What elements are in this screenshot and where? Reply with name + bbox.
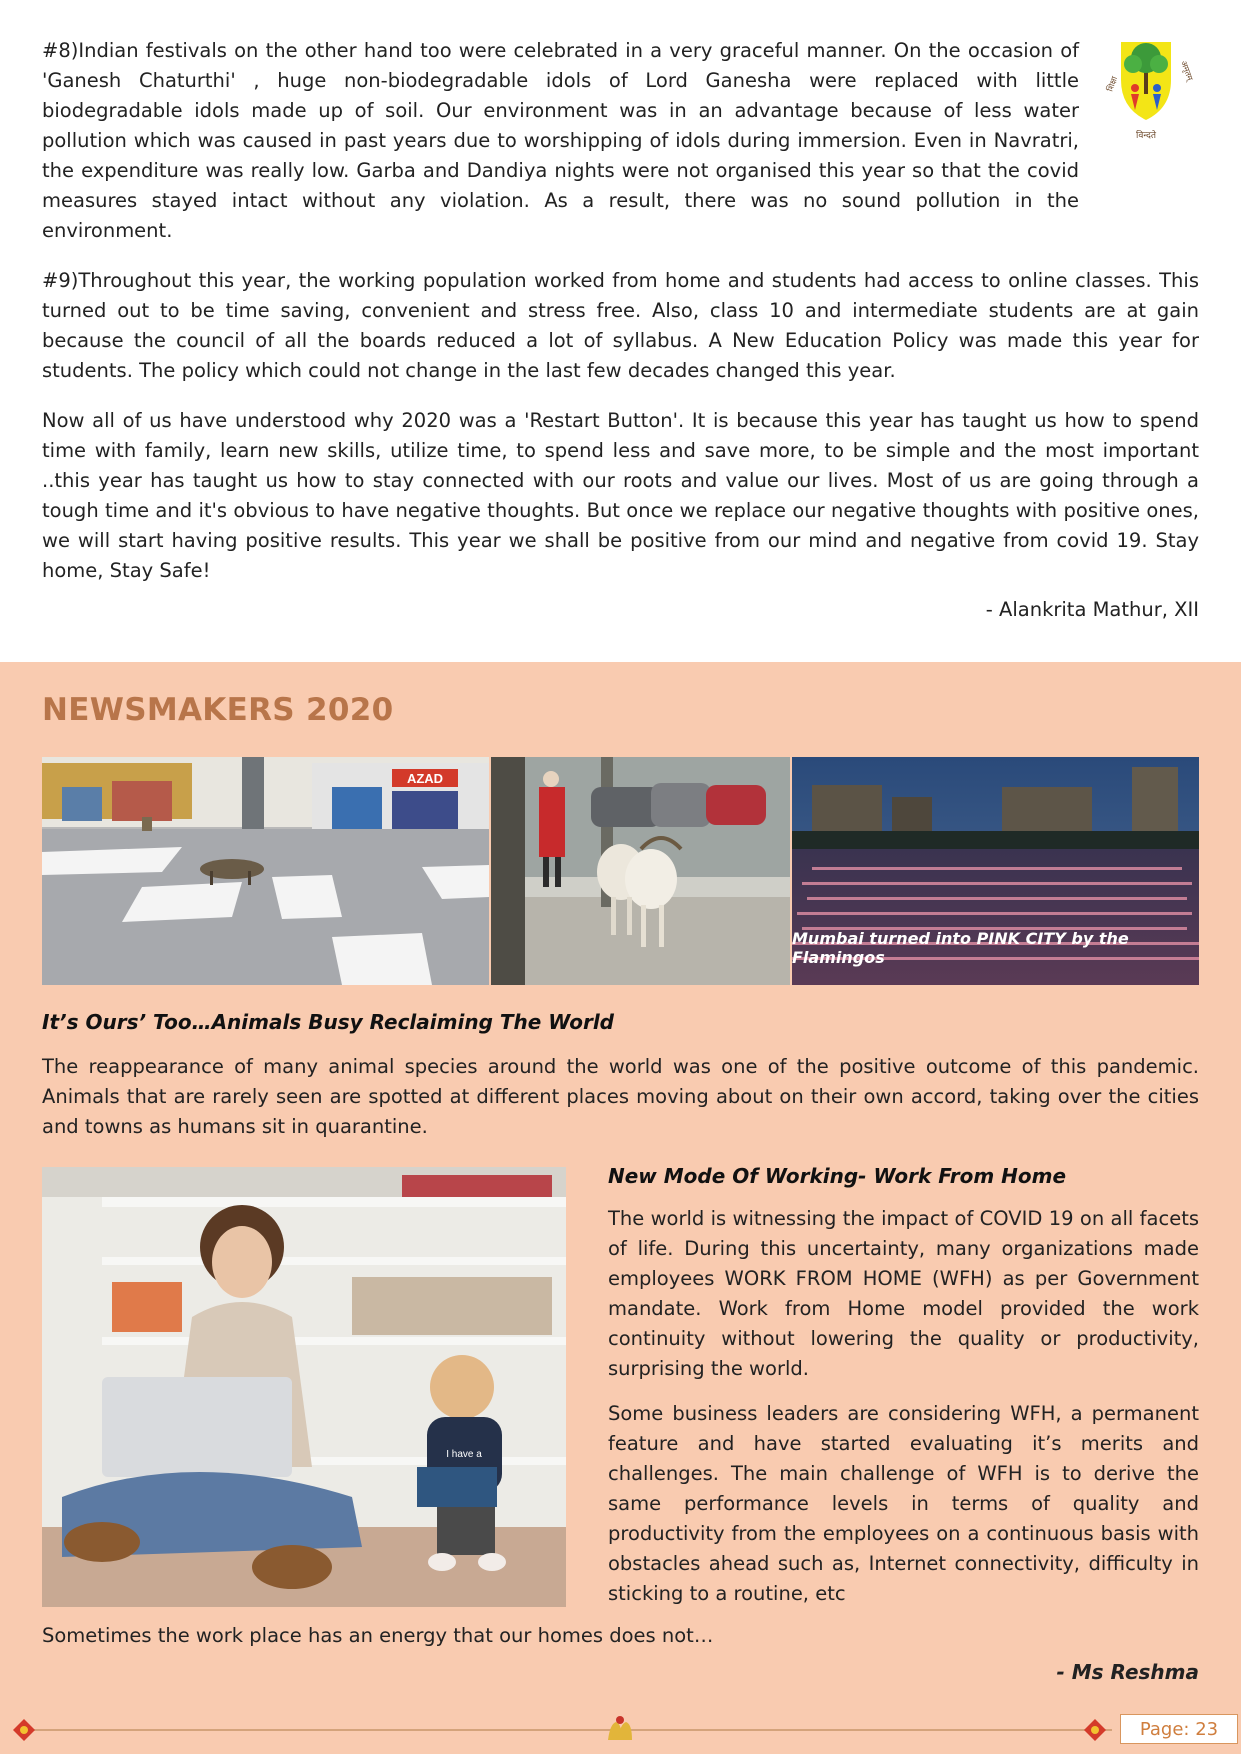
newsmakers-section	[0, 662, 1241, 1754]
bells-ornament-icon	[604, 1714, 636, 1744]
article-section	[42, 36, 1199, 621]
animals-heading: It’s Ours’ Too…Animals Busy Reclaiming The World	[42, 1010, 614, 1034]
flower-ornament-icon	[1083, 1718, 1107, 1742]
shop-sign-text: AZAD	[406, 771, 444, 786]
conclusion-paragraph: Now all of us have understood why 2020 was a 'Restart Button'. It is because this year has taught us how to spend time with family, learn new skills, utilize time, to spend less and save more, to be simple and the most important ..this year has taught us how to stay connected with our roots and value our lives. Most of us are going through a tough time and it's obvious to have negative thoughts. But once we replace our negative thoughts with positive ones, we will start having positive results. This year we shall be positive from our mind and negative from covid 19. Stay home, Stay Safe!	[42, 409, 1199, 582]
paragraph-9: #9)Throughout this year, the working population worked from home and students had access to online classes. This turned out to be time saving, convenient and stress free. Also, class 10 and intermediate students are at gain because the council of all the boards reduced a lot of syllabus. A New Education Policy was made this year for students. The policy which could not change in the last few decades changed this year.	[42, 269, 1199, 382]
logo-bottom-text: विन्दते	[1135, 131, 1157, 141]
animals-paragraph: The reappearance of many animal species around the world was one of the positive outcome of this pandemic. Animals that are rarely seen are spotted at different places moving about on their own accord, taking over the cities and towns as humans sit in quarantine.	[42, 1055, 1199, 1138]
civet-crossing-photo	[42, 757, 489, 985]
logo-left-text: शिक्षा	[1105, 75, 1120, 93]
closing-line: Sometimes the work place has an energy that our homes does not…	[42, 1624, 714, 1647]
page-number: Page: 23	[1120, 1714, 1238, 1744]
wfh-heading: New Mode Of Working- Work From Home	[608, 1164, 1067, 1188]
wfh-paragraph-2: Some business leaders are considering WFH, a permanent feature and have started evaluating it’s merits and challenges. The main challenge of WFH is to derive the same performance levels in terms of quality and productivity from the employees on a continuous basis with obstacles ahead such as, Internet connectivity, difficulty in sticking to a routine, etc	[608, 1402, 1199, 1605]
flamingo-photo	[792, 757, 1199, 985]
footer-divider	[22, 1729, 1112, 1731]
wfh-paragraph-1: The world is witnessing the impact of COVID 19 on all facets of life. During this uncertainty, many organizations made employees WORK FROM HOME (WFH) as per Government mandate. Work from Home model provided the work continuity without lowering the quality or productivity, surprising the world.	[608, 1207, 1199, 1380]
section-title: NEWSMAKERS 2020	[42, 692, 394, 728]
author-signature: - Alankrita Mathur, XII	[985, 598, 1199, 621]
goats-street-photo	[491, 757, 790, 985]
logo-right-text: अमृतम्	[1179, 59, 1195, 82]
photo-caption: Mumbai turned into PINK CITY by the Flamingos	[792, 929, 1129, 967]
work-from-home-photo	[42, 1167, 566, 1607]
flower-ornament-icon	[12, 1718, 36, 1742]
paragraph-8: #8)Indian festivals on the other hand too were celebrated in a very graceful manner. On the occasion of 'Ganesh Chaturthi' , huge non-biodegradable idols of Lord Ganesha were replaced with little biodegradable idols made up of soil. Our environment was in an advantage because of less water pollution which was caused in past years due to worshipping of idols during immersion. Even in Navratri, the expenditure was really low. Garba and Dandiya nights were not organised this year so that the covid measures stayed intact without any violation. As a result, there was no sound pollution in the environment.	[42, 39, 1079, 242]
school-logo	[1103, 36, 1195, 146]
author-signature-2: - Ms Reshma	[1056, 1660, 1199, 1684]
shirt-text: I have a	[446, 1449, 482, 1460]
